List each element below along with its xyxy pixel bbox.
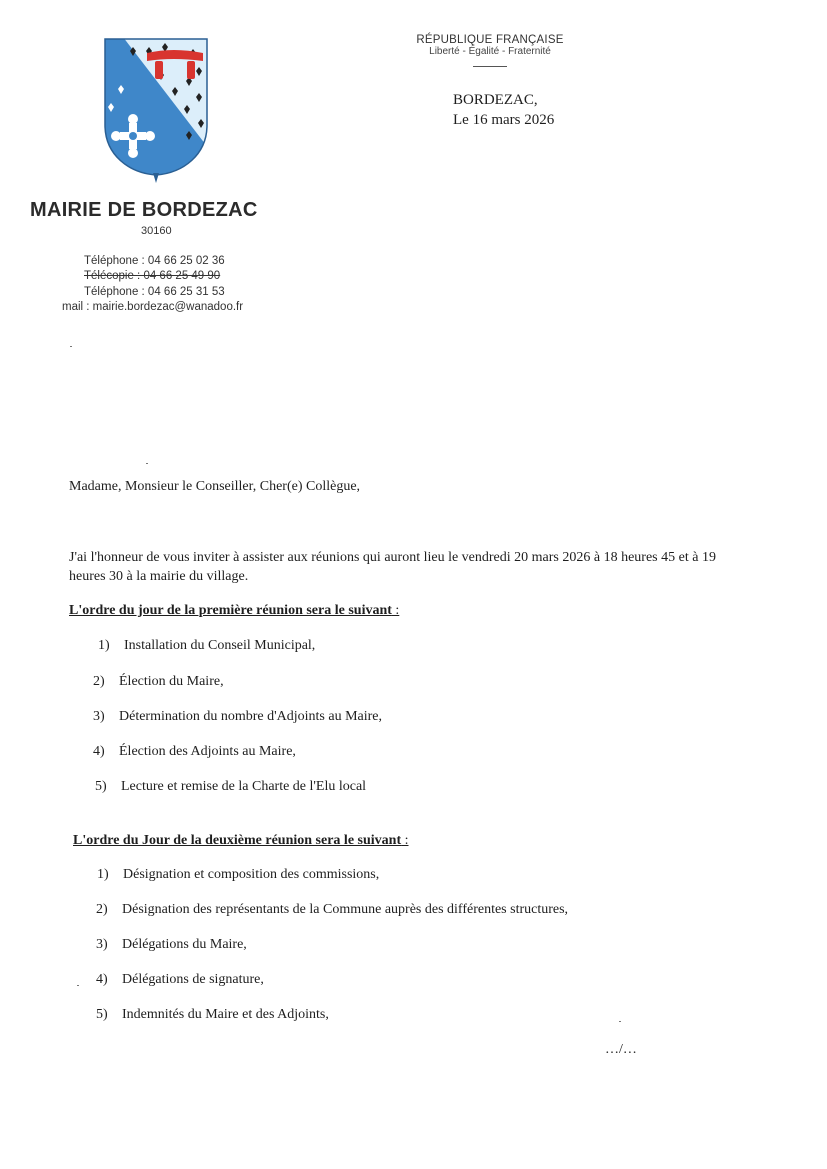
- list-item: 2) Élection du Maire,: [93, 674, 224, 689]
- agenda-heading-1: [69, 603, 399, 619]
- list-item: 4) Élection des Adjoints au Maire,: [93, 744, 296, 759]
- list-item: 2) Désignation des représentants de la Commune auprès des différentes structures,: [96, 902, 569, 917]
- letter-date: Le 16 mars 2026: [453, 112, 555, 128]
- fax-struck: Télécopie : 04 66 25 49 90: [84, 270, 221, 282]
- scan-speck: [70, 346, 72, 347]
- scan-speck: [619, 1021, 621, 1022]
- list-item: 1) Installation du Conseil Municipal,: [98, 638, 316, 653]
- republique-header: [414, 34, 566, 67]
- agenda-heading-2: [73, 833, 409, 849]
- continuation-mark: …/…: [605, 1042, 637, 1057]
- telephone-1: Téléphone : 04 66 25 02 36: [84, 255, 225, 267]
- salutation: Madame, Monsieur le Conseiller, Cher(e) Collègue,: [69, 479, 361, 494]
- postcode: 30160: [141, 225, 172, 237]
- letter-place: BORDEZAC,: [453, 92, 538, 108]
- email-address: mail : mairie.bordezac@wanadoo.fr: [62, 301, 244, 313]
- header-divider: [473, 66, 507, 67]
- telephone-2: Téléphone : 04 66 25 31 53: [84, 286, 225, 298]
- list-item: 5) Lecture et remise de la Charte de l'Elu local: [95, 779, 367, 794]
- agenda-heading-2-colon: :: [401, 833, 409, 848]
- republique-motto: Liberté - Égalité - Fraternité: [429, 46, 551, 57]
- scan-speck: [77, 985, 79, 986]
- list-item: 4) Délégations de signature,: [96, 972, 264, 987]
- intro-paragraph: J'ai l'honneur de vous inviter à assister aux réunions qui auront lieu le vendredi 20 mars 2026 à 18 heures 45 et à 19 heures 30 à la mairie du village.: [69, 550, 716, 584]
- mairie-name: MAIRIE DE BORDEZAC: [30, 199, 258, 221]
- agenda-heading-1-colon: :: [391, 603, 400, 618]
- coat-of-arms-icon: [103, 37, 209, 183]
- scan-speck: [146, 463, 148, 464]
- republique-title: RÉPUBLIQUE FRANÇAISE: [416, 34, 564, 46]
- agenda-heading-2-text: L'ordre du Jour de la deuxième réunion sera le suivant: [73, 833, 402, 848]
- list-item: 1) Désignation et composition des commissions,: [97, 867, 380, 882]
- agenda-heading-1-text: L'ordre du jour de la première réunion sera le suivant: [69, 603, 392, 618]
- list-item: 5) Indemnités du Maire et des Adjoints,: [96, 1007, 329, 1022]
- list-item: 3) Délégations du Maire,: [96, 937, 247, 952]
- list-item: 3) Détermination du nombre d'Adjoints au Maire,: [93, 709, 383, 724]
